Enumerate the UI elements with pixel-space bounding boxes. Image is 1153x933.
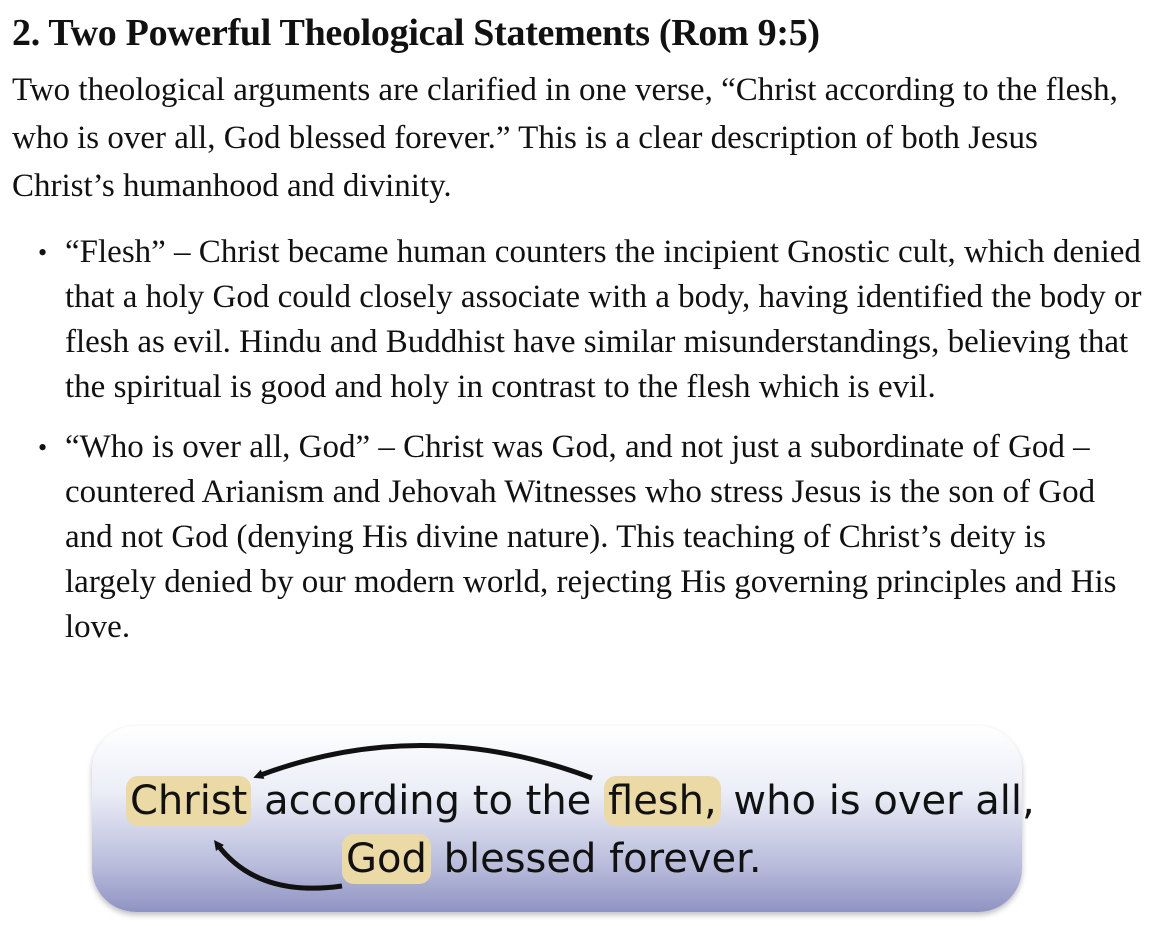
bullet-list xyxy=(12,230,1142,650)
bullet-item-flesh xyxy=(12,230,1142,410)
highlight-god: God xyxy=(342,834,431,884)
bullet-icon: • xyxy=(38,433,48,462)
verse-phrase-1: according to the xyxy=(251,778,604,824)
section-heading: 2. Two Powerful Theological Statements (Rom 9:5) xyxy=(12,12,820,54)
verse-line-1 xyxy=(126,778,1035,824)
bullet-text: “Who is over all, God” – Christ was God, and not just a subordinate of God – countered Arianism and Jehovah Witnesses who stress Jesus is the son of God and not God (denying His divine nature). This teaching of Christ’s deity is largely denied by our modern world, rejecting His governing principles and His love. xyxy=(65,429,1117,645)
verse-line-2 xyxy=(342,836,762,882)
bullet-text: “Flesh” – Christ became human counters the incipient Gnostic cult, which denied that a holy God could closely associate with a body, having identified the body or flesh as evil. Hindu and Buddhist have similar misunderstandings, believing that the spiritual is good and holy in contrast to the flesh which is evil. xyxy=(65,234,1142,405)
verse-phrase-3: blessed forever. xyxy=(430,836,762,882)
document-page xyxy=(12,10,1142,665)
highlight-christ: Christ xyxy=(126,776,251,826)
verse-phrase-2: who is over all, xyxy=(720,778,1035,824)
bullet-icon: • xyxy=(38,238,48,267)
verse-diagram xyxy=(92,726,1035,912)
intro-paragraph: Two theological arguments are clarified in one verse, “Christ according to the flesh, who is over all, God blessed forever.” This is a clear description of both Jesus Christ’s humanhood and divinity. xyxy=(12,72,1118,204)
arrow-god-to-christ xyxy=(217,844,342,888)
highlight-flesh: flesh, xyxy=(604,776,721,826)
arrow-flesh-to-christ xyxy=(258,745,592,778)
bullet-item-god xyxy=(12,425,1142,650)
